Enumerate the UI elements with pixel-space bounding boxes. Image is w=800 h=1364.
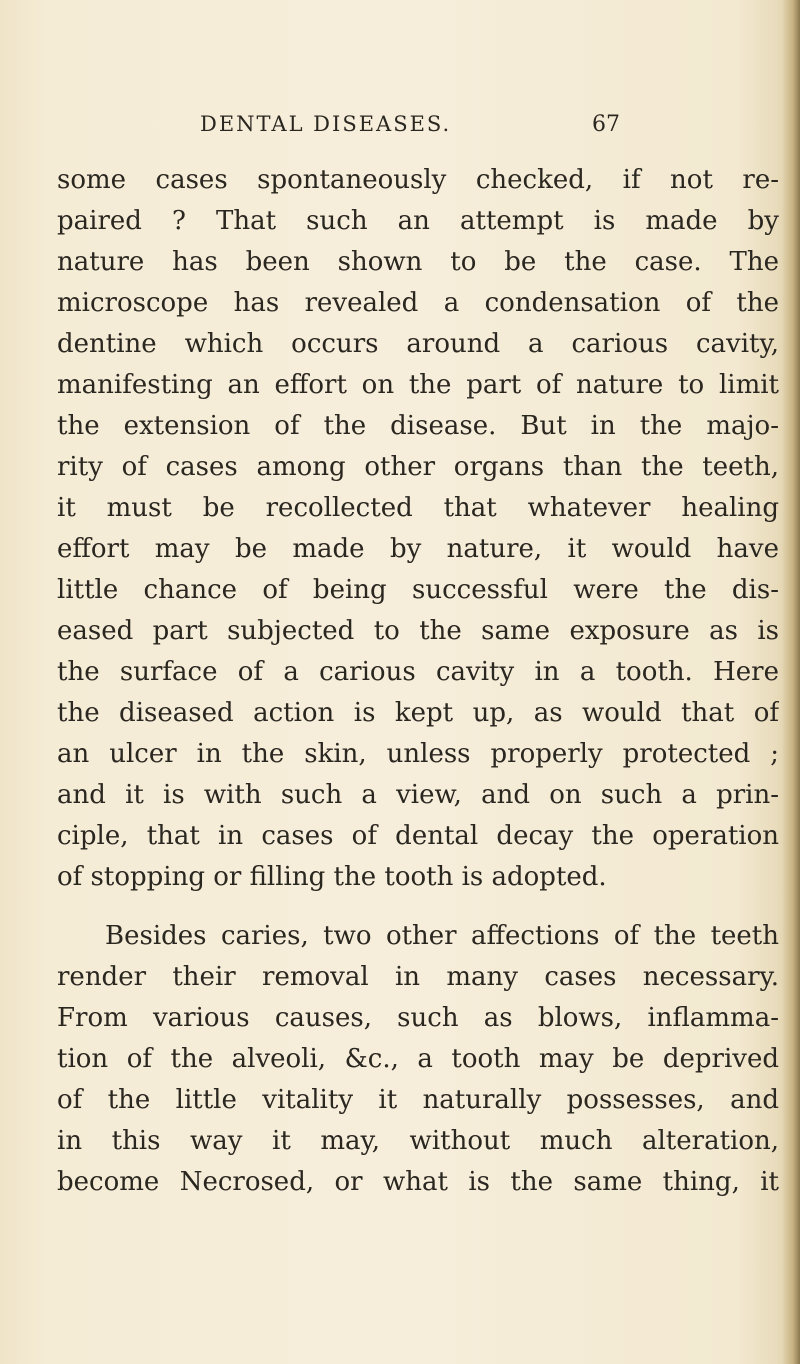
text-line: little chance of being successful were the dis- (57, 575, 779, 605)
text-line: microscope has revealed a condensation of the (57, 288, 779, 318)
text-line: in this way it may, without much alteration, (57, 1126, 779, 1156)
text-line: ciple, that in cases of dental decay the operation (57, 821, 779, 851)
text-line: an ulcer in the skin, unless properly protected ; (57, 739, 779, 769)
text-line: it must be recollected that whatever healing (57, 493, 779, 523)
text-line: of stopping or filling the tooth is adopted. (57, 862, 607, 892)
running-head (200, 112, 620, 146)
text-line: render their removal in many cases necessary. (57, 962, 779, 992)
text-line: the diseased action is kept up, as would that of (57, 698, 779, 728)
text-line: tion of the alveoli, &c., a tooth may be deprived (57, 1044, 779, 1074)
text-line: of the little vitality it naturally possesses, and (57, 1085, 779, 1115)
text-line: nature has been shown to be the case. The (57, 247, 779, 277)
text-line: dentine which occurs around a carious cavity, (57, 329, 779, 359)
running-title: DENTAL DISEASES. (200, 112, 452, 136)
text-line: Besides caries, two other affections of the teeth (105, 921, 779, 951)
text-line: From various causes, such as blows, inflamma- (57, 1003, 779, 1033)
text-line: rity of cases among other organs than the teeth, (57, 452, 779, 482)
text-line: the extension of the disease. But in the majo- (57, 411, 779, 441)
page-edge-shadow (782, 0, 800, 1364)
text-line: and it is with such a view, and on such a prin- (57, 780, 779, 810)
text-line: become Necrosed, or what is the same thing, it (57, 1167, 779, 1197)
text-line: the surface of a carious cavity in a tooth. Here (57, 657, 779, 687)
page-number: 67 (592, 112, 620, 137)
text-line: paired ? That such an attempt is made by (57, 206, 779, 236)
text-line: manifesting an effort on the part of nature to limit (57, 370, 779, 400)
text-line: effort may be made by nature, it would have (57, 534, 779, 564)
text-line: eased part subjected to the same exposure as is (57, 616, 779, 646)
text-line: some cases spontaneously checked, if not re- (57, 165, 779, 195)
